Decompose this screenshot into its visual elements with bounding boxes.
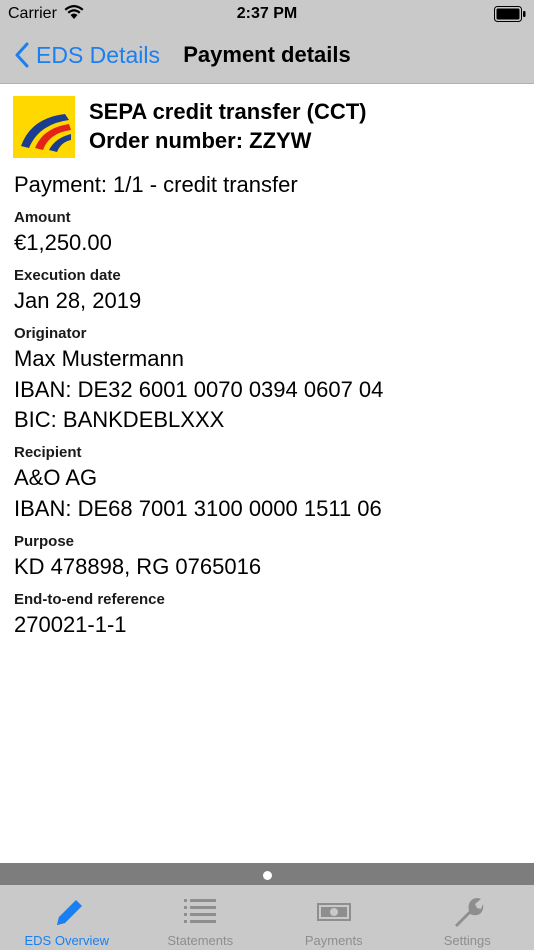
tab-bar [0, 885, 534, 950]
recipient-label: Recipient [14, 444, 82, 461]
originator-iban: IBAN: DE32 6001 0070 0394 0607 04 [14, 377, 384, 402]
order-number: Order number: ZZYW [89, 128, 312, 153]
tab-payments[interactable] [267, 885, 401, 950]
clock: 2:37 PM [236, 5, 298, 22]
list-icon [182, 895, 218, 929]
execution-date-value: Jan 28, 2019 [14, 288, 142, 313]
recipient-name: A&O AG [14, 465, 98, 490]
navigation-bar [0, 30, 534, 84]
originator-name: Max Mustermann [14, 346, 184, 371]
end-to-end-label: End-to-end reference [14, 591, 165, 608]
tab-settings[interactable] [401, 885, 534, 950]
originator-bic: BIC: BANKDEBLXXX [14, 407, 225, 432]
pencil-icon [49, 895, 85, 929]
order-header [13, 96, 523, 160]
tab-eds-overview[interactable] [0, 885, 134, 950]
tab-statements[interactable] [134, 885, 268, 950]
tab-label: Statements [167, 933, 234, 948]
carrier-label: Carrier [8, 5, 57, 22]
end-to-end-value: 270021-1-1 [14, 612, 127, 637]
status-bar [0, 0, 534, 30]
wrench-icon [449, 895, 485, 929]
page-title: Payment details [183, 42, 351, 67]
page-indicator-dot [263, 871, 272, 880]
battery-icon [494, 6, 526, 22]
execution-date-label: Execution date [14, 267, 121, 284]
back-button-label: EDS Details [36, 41, 160, 68]
payment-summary: Payment: 1/1 - credit transfer [14, 172, 298, 197]
banknote-icon [316, 895, 352, 929]
order-title [89, 97, 367, 155]
recipient-iban: IBAN: DE68 7001 3100 0000 1511 06 [14, 496, 382, 521]
tab-label: Settings [443, 933, 491, 948]
purpose-value: KD 478898, RG 0765016 [14, 554, 262, 579]
bank-logo [13, 96, 75, 158]
amount-value: €1,250.00 [14, 230, 112, 255]
originator-label: Originator [14, 325, 87, 342]
amount-label: Amount [14, 209, 71, 226]
purpose-label: Purpose [14, 533, 75, 550]
tab-label: Payments [304, 933, 363, 948]
order-type: SEPA credit transfer (CCT) [89, 99, 367, 124]
bank-logo-icon [13, 96, 75, 158]
tab-label: EDS Overview [24, 933, 110, 948]
